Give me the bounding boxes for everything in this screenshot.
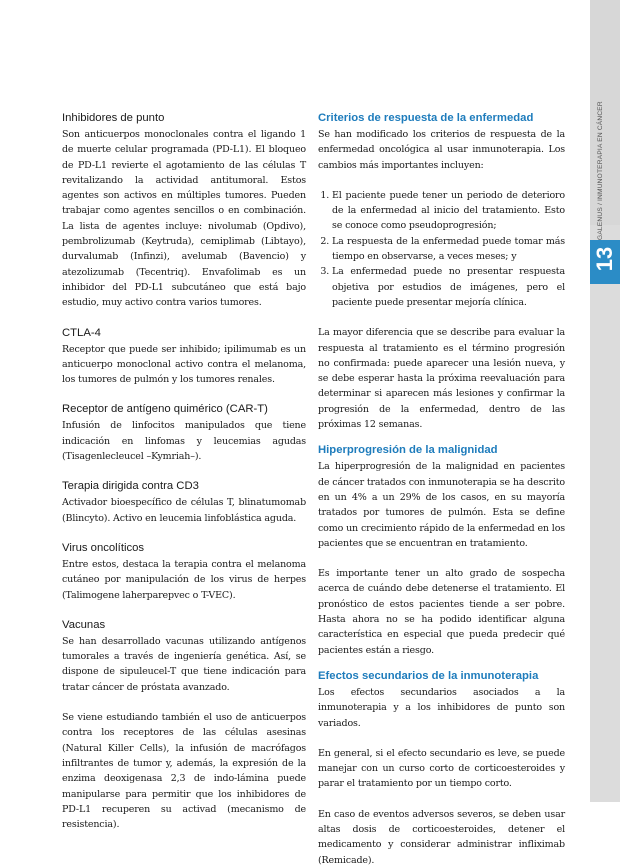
heading-hiperprogresion: Hiperprogresión de la malignidad (318, 444, 498, 457)
right-column (318, 111, 565, 868)
left-column (62, 111, 306, 832)
para-cd3: Activador bioespecífico de células T, blinatumomab (Blincyto). Activo en leucemia linfoblástica aguda. (62, 497, 306, 524)
page-number-box (590, 240, 620, 284)
criteria-list (318, 188, 565, 310)
para-car-t: Infusión de linfocitos manipulados que tiene indicación en linfomas y leucemias agudas (Tisagenlecleucel –Kymriah–). (62, 420, 306, 463)
para-vacunas: Se han desarrollado vacunas utilizando antígenos tumorales a través de ingeniería genética. Así, se dispone de sipuleucel-T que tiene indicación para tratar cáncer de próstata avanzado. (62, 635, 306, 693)
para-efectos-2: En general, si el efecto secundario es leve, se puede manejar con un curso corto de corticoesteroides y parar el tratamiento por un tiempo corto. (318, 747, 565, 790)
para-hiperprogresion-2: Es importante tener un alto grado de sospecha acerca de cuándo debe detenerse el tratamiento. El pronóstico de estos pacientes tiende a ser pobre. Hasta ahora no se ha podido identificar alguna característica en especial que pueda predecir qué pacientes están a riesgo. (318, 568, 565, 656)
para-ctla4: Receptor que puede ser inhibido; ipilimumab es un anticuerpo monoclonal activo contra el melanoma, los tumores de pulmón y los tumores renales. (62, 343, 306, 386)
heading-vacunas: Vacunas (62, 618, 106, 631)
para-progresion: La mayor diferencia que se describe para evaluar la respuesta al tratamiento es el término progresión no confirmada: puede aparecer una lesión nueva, y se debe esperar hasta la próxima reevaluación para determinar si aparecen más lesiones y confirmar la progresión de la enfermedad, dentro de las próximas 12 semanas. (318, 327, 565, 431)
para-inhibidores: Son anticuerpos monoclonales contra el ligando 1 de muerte celular programada (PD-L1). El bloqueo de PD-L1 revierte el agotamiento de las células T revitalizando la actividad antitumoral. Estos agentes son activos en múltiples tumores. Pueden trabajar como agentes sencillos o en combinación. La lista de agentes incluye: nivolumab (Opdivo), pembrolizumab (Keytruda), cemiplimab (Libtayo), durvalumab (Infinzi), avelumab (Bavencio) y atezolizumab (Tecentriq). Envafolimab es un inhibidor del PD-L1 subcutáneo que está bajo estudio, muy activo contra varios tumores. (62, 129, 306, 309)
list-item: 1. El paciente puede tener un periodo de deterioro de la enfermedad al inicio del tratamiento. Esto se conoce como pseudoprogresión; (332, 188, 565, 234)
side-band-top (590, 0, 620, 225)
para-anticuerpos-nk: Se viene estudiando también el uso de anticuerpos contra los receptores de las células asesinas (Natural Killer Cells), la infusión de macrófagos infiltrantes de tumor y, además, la expresión de la enzima deoxigenasa 2,3 de indo-lámina puede manipularse para permitir que los inhibidores de PD-L1 recuperen su activad (mecanismo de resistencia). (62, 712, 306, 831)
heading-car-t: Receptor de antígeno quimérico (CAR-T) (62, 403, 268, 416)
para-efectos-3: En caso de eventos adversos severos, se deben usar altas dosis de corticoesteroides, detener el medicamento y considerar administrar infliximab (Remicade). (318, 808, 565, 866)
heading-cd3: Terapia dirigida contra CD3 (62, 480, 199, 493)
heading-criterios: Criterios de respuesta de la enfermedad (318, 112, 534, 124)
page-number: 13 (592, 246, 617, 272)
side-band (590, 0, 620, 802)
heading-virus: Virus oncolíticos (62, 541, 145, 554)
para-efectos-1: Los efectos secundarios asociados a la inmunoterapia y a los inhibidores de punto son variados. (318, 686, 565, 729)
para-hiperprogresion-1: La hiperprogresión de la malignidad en pacientes de cáncer tratados con inmunoterapia se ha descrito en un 4% a un 29% de los casos, en su mayoría tratados por tumores de pulmón. Esta se define como un crecimiento rápido de la enfermedad en los pacientes que se encuentran en tratamiento. (318, 461, 565, 549)
heading-inhibidores: Inhibidores de punto (62, 112, 165, 124)
para-virus: Entre estos, destaca la terapia contra el melanoma cutáneo por manipulación de los virus de herpes (Talimogene laherparepvec o T-VEC). (62, 558, 306, 601)
heading-efectos: Efectos secundarios de la inmunoterapia (318, 669, 539, 682)
running-head: GALENUS / INMUNOTERAPIA EN CÁNCER (597, 101, 604, 240)
list-item: 2. La respuesta de la enfermedad puede tomar más tiempo en observarse, a veces meses; y (332, 234, 565, 265)
list-item: 3. La enfermedad puede no presentar respuesta objetiva por estudios de imágenes, pero el paciente puede presentar mejoría clínica. (332, 264, 565, 310)
heading-ctla4: CTLA-4 (62, 326, 101, 339)
para-criterios-intro: Se han modificado los criterios de respuesta de la enfermedad oncológica al usar inmunoterapia. Los cambios más importantes incluyen: (318, 129, 565, 171)
